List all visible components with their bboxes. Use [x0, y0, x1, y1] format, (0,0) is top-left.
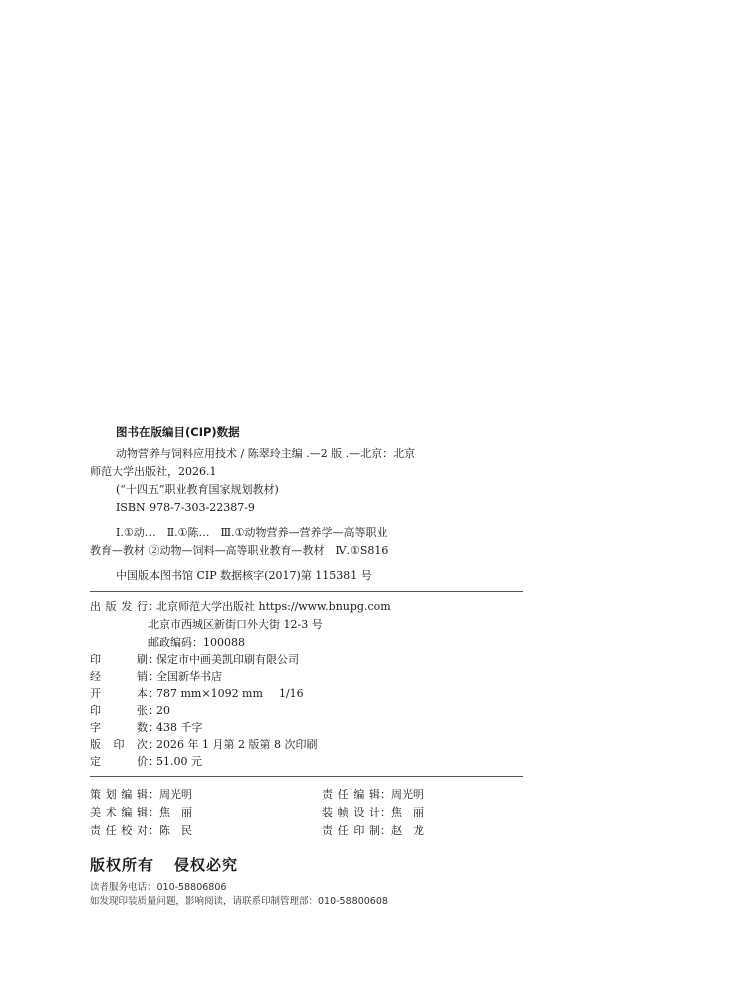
cip-line-verification: 中国版本图书馆 CIP 数据核字(2017)第 115381 号: [116, 569, 372, 582]
printer-value: 保定市中画美凯印刷有限公司: [156, 653, 299, 666]
rights-title: [90, 854, 238, 875]
words-label: 字 数: [90, 721, 148, 734]
credit-binding-designer: 装帧设计：焦 丽: [322, 806, 424, 819]
publisher-value: 北京师范大学出版社 https://www.bnupg.com: [156, 600, 391, 613]
credit-print-supervisor: 责任印制：赵 龙: [322, 824, 424, 837]
format-value: 787 mm×1092 mm: [156, 687, 263, 700]
planning-editor-name: 周光明: [159, 788, 192, 801]
imprint-row-publisher: 出版发行：北京师范大学出版社 https://www.bnupg.com: [90, 600, 391, 613]
rights-title-reserved: 版权所有: [90, 856, 155, 874]
credit-responsible-editor: 责任编辑：周光明: [322, 788, 424, 801]
price-label: 定 价: [90, 755, 148, 768]
cip-title: 图书在版编目(CIP)数据: [116, 425, 240, 439]
responsible-editor-name: 周光明: [391, 788, 424, 801]
imprint-row-sheets: 印 张：20: [90, 704, 170, 717]
printer-label: 印 刷: [90, 653, 148, 666]
format-extra: 1/16: [278, 687, 304, 700]
reader-service-phone: 读者服务电话：010-58806806: [90, 882, 227, 893]
imprint-row-format: 开 本：787 mm×1092 mm 1/16: [90, 687, 304, 700]
edition-label: 版 印 次: [90, 738, 148, 751]
credit-planning-editor: 策划编辑：周光明: [90, 788, 192, 801]
sheets-value: 20: [156, 704, 170, 717]
print-supervisor-name: 赵 龙: [391, 824, 424, 837]
credit-proofreader: 责任校对：陈 民: [90, 824, 192, 837]
responsible-editor-label: 责任编辑: [322, 788, 380, 801]
imprint-row-price: 定 价：51.00 元: [90, 755, 202, 768]
art-editor-label: 美术编辑: [90, 806, 148, 819]
publisher-address: 北京市西城区新街口外大街 12-3 号: [148, 618, 323, 631]
imprint-row-words: 字 数：438 千字: [90, 721, 203, 734]
edition-value: 2026 年 1 月第 2 版第 8 次印刷: [156, 738, 318, 751]
cip-line-title-author: 动物营养与饲料应用技术 / 陈翠玲主编 .—2 版 .—北京：北京: [116, 447, 416, 460]
divider-top: [90, 591, 523, 592]
cip-line-subjects: Ⅰ.①动… Ⅱ.①陈… Ⅲ.①动物营养—营养学—高等职业: [116, 526, 388, 539]
rights-title-infringement: 侵权必究: [174, 856, 239, 874]
cip-line-subjects-cont: 教育—教材 ②动物—饲料—高等职业教育—教材 Ⅳ.①S816: [90, 544, 389, 557]
cip-line-publisher-date: 师范大学出版社，2026.1: [90, 465, 217, 478]
price-value: 51.00 元: [156, 755, 202, 768]
binding-designer-label: 装帧设计: [322, 806, 380, 819]
print-supervisor-label: 责任印制: [322, 824, 380, 837]
quality-notice: 如发现印装质量问题，影响阅读，请联系印制管理部：010-58800608: [90, 896, 388, 907]
credit-art-editor: 美术编辑：焦 丽: [90, 806, 192, 819]
cip-line-isbn: ISBN 978-7-303-22387-9: [116, 501, 255, 514]
imprint-row-distributor: 经 销：全国新华书店: [90, 670, 222, 683]
sheets-label: 印 张: [90, 704, 148, 717]
binding-designer-name: 焦 丽: [391, 806, 424, 819]
proofreader-name: 陈 民: [159, 824, 192, 837]
distributor-label: 经 销: [90, 670, 148, 683]
publisher-label: 出版发行: [90, 600, 148, 613]
art-editor-name: 焦 丽: [159, 806, 192, 819]
imprint-row-edition: 版 印 次：2026 年 1 月第 2 版第 8 次印刷: [90, 738, 318, 751]
divider-bottom: [90, 776, 523, 777]
planning-editor-label: 策划编辑: [90, 788, 148, 801]
distributor-value: 全国新华书店: [156, 670, 222, 683]
proofreader-label: 责任校对: [90, 824, 148, 837]
format-label: 开 本: [90, 687, 148, 700]
cip-line-series: (“十四五”职业教育国家规划教材): [116, 483, 279, 496]
publisher-postcode: 邮政编码：100088: [148, 636, 245, 649]
words-value: 438 千字: [156, 721, 203, 734]
imprint-row-printer: 印 刷：保定市中画美凯印刷有限公司: [90, 653, 299, 666]
